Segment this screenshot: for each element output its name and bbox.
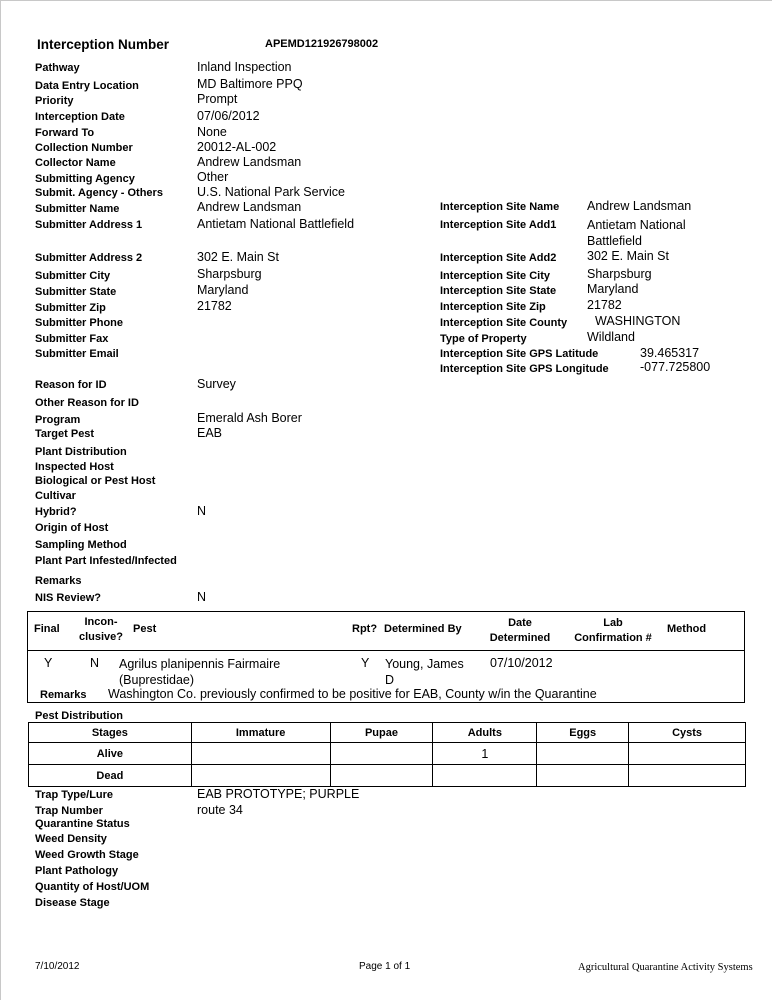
- field-label: Weed Growth Stage: [35, 849, 139, 861]
- field-label: Interception Date: [35, 111, 125, 123]
- cell-determined-by: [385, 656, 464, 688]
- field-value: Battlefield: [587, 234, 642, 248]
- field-label: Biological or Pest Host: [35, 475, 156, 487]
- footer-system-name: Agricultural Quarantine Activity Systems: [578, 962, 753, 973]
- field-label: Interception Site Name: [440, 201, 560, 213]
- eggs-cell: [537, 743, 629, 765]
- cell-final: Y: [44, 656, 53, 670]
- field-value: 20012-AL-002: [197, 140, 277, 154]
- field-value: Other: [197, 170, 229, 184]
- field-label: Collector Name: [35, 157, 116, 169]
- pupae-cell: [330, 765, 433, 787]
- field-label: Submitter State: [35, 286, 117, 298]
- cell-inconclusive: N: [90, 656, 100, 670]
- field-value: Maryland: [587, 282, 639, 296]
- column-header: Adults: [433, 723, 537, 743]
- field-label: Other Reason for ID: [35, 397, 139, 409]
- field-value: Maryland: [197, 283, 249, 297]
- field-label: Interception Site GPS Latitude: [440, 348, 599, 360]
- field-value: N: [197, 590, 207, 604]
- pest-distribution-title: Pest Distribution: [35, 710, 124, 722]
- field-value: Antietam National Battlefield: [197, 217, 355, 231]
- field-label: Weed Density: [35, 833, 107, 845]
- field-value: 07/06/2012: [197, 109, 260, 123]
- column-header-rpt: Rpt?: [352, 623, 378, 635]
- column-header: Pupae: [330, 723, 433, 743]
- field-label: Submitter Address 1: [35, 219, 143, 231]
- immature-cell: [191, 743, 330, 765]
- field-label: Submitter Zip: [35, 302, 106, 314]
- cysts-cell: [629, 765, 746, 787]
- field-value: Emerald Ash Borer: [197, 411, 302, 425]
- stage-cell: Dead: [29, 765, 192, 787]
- field-value: N: [197, 504, 207, 518]
- field-label: Submitter Phone: [35, 317, 124, 329]
- header-line: Lab: [603, 617, 623, 629]
- column-header: Cysts: [629, 723, 746, 743]
- field-label: Quarantine Status: [35, 818, 130, 830]
- header-line: Determined: [489, 632, 551, 644]
- field-label: Data Entry Location: [35, 80, 139, 92]
- eggs-cell: [537, 765, 629, 787]
- header-line: Confirmation #: [574, 632, 652, 644]
- remarks-label: Remarks: [40, 689, 87, 701]
- cell-pest: [119, 656, 280, 688]
- footer-page-number: Page 1 of 1: [359, 961, 411, 972]
- field-value: Andrew Landsman: [197, 200, 302, 214]
- field-label: Forward To: [35, 127, 95, 139]
- column-header-method: Method: [667, 623, 707, 635]
- table-row: [29, 765, 746, 787]
- field-value: None: [197, 125, 227, 139]
- field-label: NIS Review?: [35, 592, 102, 604]
- column-header-pest: Pest: [133, 623, 157, 635]
- column-header: Eggs: [537, 723, 629, 743]
- header-line: Date: [508, 617, 532, 629]
- field-value: Survey: [197, 377, 236, 391]
- field-label: Pathway: [35, 62, 80, 74]
- remarks-value: Washington Co. previously confirmed to be positive for EAB, County w/in the Quarantine: [108, 687, 597, 701]
- adults-cell: 1: [433, 743, 537, 765]
- column-header: Immature: [191, 723, 330, 743]
- interception-number-value: APEMD121926798002: [265, 38, 379, 50]
- field-label: Hybrid?: [35, 506, 77, 518]
- field-value: -077.725800: [640, 360, 711, 374]
- pest-distribution-table: [28, 722, 746, 787]
- pupae-cell: [330, 743, 433, 765]
- page-edge: [0, 0, 1, 1000]
- field-value: WASHINGTON: [595, 314, 681, 328]
- field-label: Submitter Name: [35, 203, 120, 215]
- column-header-inconclusive: [78, 615, 124, 645]
- field-label: Quantity of Host/UOM: [35, 881, 150, 893]
- field-label: Collection Number: [35, 142, 133, 154]
- pest-family: (Buprestidae): [119, 673, 195, 687]
- field-label: Interception Site Add2: [440, 252, 557, 264]
- field-value: 302 E. Main St: [197, 250, 279, 264]
- field-label: Plant Distribution: [35, 446, 127, 458]
- field-label: Interception Site Add1: [440, 219, 557, 231]
- field-label: Inspected Host: [35, 461, 114, 473]
- field-label: Interception Site GPS Longitude: [440, 363, 609, 375]
- field-value: MD Baltimore PPQ: [197, 77, 303, 91]
- header-line: clusive?: [78, 631, 124, 643]
- table-header-row: [29, 723, 746, 743]
- field-value: Inland Inspection: [197, 60, 292, 74]
- field-value: U.S. National Park Service: [197, 185, 345, 199]
- field-value: 21782: [587, 298, 622, 312]
- field-label: Plant Part Infested/Infected: [35, 555, 177, 567]
- column-header: Stages: [29, 723, 192, 743]
- field-label: Interception Site County: [440, 317, 568, 329]
- field-label: Submitter City: [35, 270, 111, 282]
- field-value: Sharpsburg: [197, 267, 262, 281]
- table-divider: [28, 650, 744, 651]
- field-value: EAB PROTOTYPE; PURPLE: [197, 787, 360, 801]
- field-value: 302 E. Main St: [587, 249, 669, 263]
- field-label: Submitter Address 2: [35, 252, 143, 264]
- field-value: Sharpsburg: [587, 267, 652, 281]
- pest-name: Agrilus planipennis Fairmaire: [119, 657, 281, 671]
- field-value: Antietam National: [587, 218, 686, 232]
- field-label: Submitter Fax: [35, 333, 109, 345]
- adults-cell: [433, 765, 537, 787]
- column-header-date-determined: [488, 616, 552, 646]
- field-value: Andrew Landsman: [587, 199, 692, 213]
- determiner-name: Young, James: [385, 657, 464, 671]
- field-label: Origin of Host: [35, 522, 109, 534]
- field-label: Sampling Method: [35, 539, 127, 551]
- header-line: Incon-: [84, 616, 118, 628]
- table-row: [29, 743, 746, 765]
- immature-cell: [191, 765, 330, 787]
- field-label: Remarks: [35, 575, 82, 587]
- field-label: Disease Stage: [35, 897, 110, 909]
- page-edge: [0, 0, 772, 1]
- field-label: Cultivar: [35, 490, 76, 502]
- field-label: Program: [35, 414, 81, 426]
- field-value: Andrew Landsman: [197, 155, 302, 169]
- determiner-initial: D: [385, 673, 395, 687]
- field-label: Trap Type/Lure: [35, 789, 114, 801]
- cell-rpt: Y: [361, 656, 370, 670]
- footer-date: 7/10/2012: [35, 961, 80, 972]
- field-label: Reason for ID: [35, 379, 107, 391]
- field-value: Wildland: [587, 330, 635, 344]
- field-value: 21782: [197, 299, 232, 313]
- field-label: Trap Number: [35, 805, 103, 817]
- field-label: Submitting Agency: [35, 173, 135, 185]
- field-value: Prompt: [197, 92, 238, 106]
- field-label: Interception Site State: [440, 285, 557, 297]
- cell-date-determined: 07/10/2012: [490, 656, 553, 670]
- field-label: Target Pest: [35, 428, 95, 440]
- field-value: route 34: [197, 803, 243, 817]
- field-label: Interception Site City: [440, 270, 551, 282]
- column-header-final: Final: [34, 623, 60, 635]
- field-label: Submit. Agency - Others: [35, 187, 163, 199]
- field-label: Plant Pathology: [35, 865, 119, 877]
- determination-table: [27, 611, 745, 703]
- field-label: Type of Property: [440, 333, 527, 345]
- field-label: Interception Site Zip: [440, 301, 546, 313]
- stage-cell: Alive: [29, 743, 192, 765]
- interception-number-label: Interception Number: [37, 37, 170, 52]
- field-value: EAB: [197, 426, 223, 440]
- field-label: Submitter Email: [35, 348, 119, 360]
- cysts-cell: [629, 743, 746, 765]
- field-value: 39.465317: [640, 346, 700, 360]
- column-header-determined-by: Determined By: [384, 623, 462, 635]
- field-label: Priority: [35, 95, 74, 107]
- column-header-lab-confirmation: [568, 616, 658, 646]
